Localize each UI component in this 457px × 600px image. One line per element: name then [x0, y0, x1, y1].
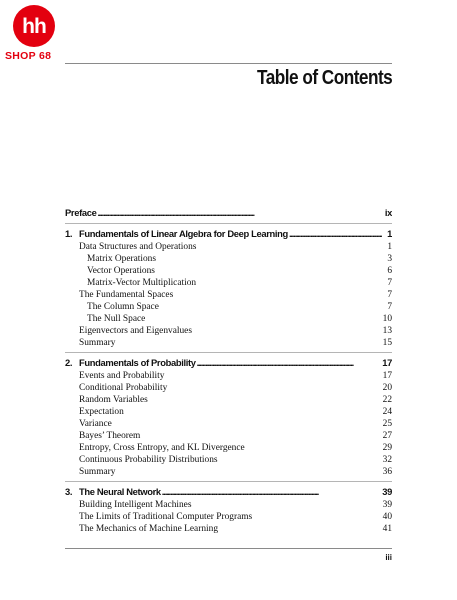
section-title: Bayes’ Theorem: [79, 431, 141, 441]
section-title: The Mechanics of Machine Learning: [79, 524, 219, 534]
section-title: The Column Space: [87, 302, 159, 312]
dot-leader: [197, 356, 378, 370]
page-number: 15: [382, 338, 392, 348]
toc-section[interactable]: [65, 406, 392, 418]
toc-section[interactable]: [65, 337, 392, 349]
toc-chapter-2[interactable]: [65, 356, 392, 370]
chapter-title: The Neural Network: [79, 486, 161, 497]
page-number: 20: [382, 383, 392, 393]
section-title: Events and Probability: [79, 371, 165, 381]
toc-section[interactable]: [65, 430, 392, 442]
page-title: Table of Contents: [256, 67, 392, 89]
toc-section[interactable]: [65, 499, 392, 511]
section-title: Random Variables: [79, 395, 148, 405]
chapter-number: 1.: [65, 228, 73, 239]
logo-badge: [13, 5, 55, 47]
toc-subsection[interactable]: [65, 265, 392, 277]
page-number: 7: [387, 302, 392, 312]
section-title: Variance: [79, 419, 112, 429]
footer-rule: [65, 548, 392, 549]
section-title: The Fundamental Spaces: [79, 290, 174, 300]
toc-subsection[interactable]: [65, 313, 392, 325]
folio-page-number: iii: [385, 553, 392, 562]
toc-section[interactable]: [65, 382, 392, 394]
section-divider: [65, 352, 392, 353]
dot-leader: [97, 206, 379, 220]
page-number: 17: [382, 371, 392, 381]
page-number: 6: [387, 266, 392, 276]
page-number: 36: [382, 467, 392, 477]
section-title: The Limits of Traditional Computer Programs: [79, 512, 253, 522]
toc-section[interactable]: [65, 394, 392, 406]
page-number: 32: [382, 455, 392, 465]
logo-mark: hh: [22, 14, 46, 38]
section-title: Vector Operations: [87, 266, 155, 276]
section-title: Matrix Operations: [87, 254, 156, 264]
section-title: Matrix-Vector Multiplication: [87, 278, 197, 288]
page-number: 24: [382, 407, 392, 417]
section-divider: [65, 223, 392, 224]
chapter-number: 2.: [65, 357, 73, 368]
toc-subsection[interactable]: [65, 253, 392, 265]
dot-leader: [289, 227, 382, 241]
toc-subsection[interactable]: [65, 301, 392, 313]
page-number: 41: [382, 524, 392, 534]
section-title: Expectation: [79, 407, 124, 417]
dot-leader: [162, 485, 378, 499]
page-number: 3: [387, 254, 392, 264]
section-title: Data Structures and Operations: [79, 242, 197, 252]
page-number: 1: [387, 242, 392, 252]
page-number: 22: [382, 395, 392, 405]
toc-section[interactable]: [65, 442, 392, 454]
table-of-contents: [65, 206, 392, 535]
toc-section[interactable]: [65, 325, 392, 337]
section-title: Summary: [79, 338, 116, 348]
page-number: ix: [384, 207, 392, 218]
section-title: The Null Space: [87, 314, 146, 324]
toc-subsection[interactable]: [65, 277, 392, 289]
toc-section[interactable]: [65, 466, 392, 478]
page-number: 10: [382, 314, 392, 324]
header-rule: [65, 63, 392, 64]
toc-entry-preface[interactable]: [65, 206, 392, 220]
page-number: 17: [382, 357, 392, 368]
toc-section[interactable]: [65, 418, 392, 430]
chapter-title: Fundamentals of Linear Algebra for Deep Learning: [79, 228, 288, 239]
toc-section[interactable]: [65, 511, 392, 523]
toc-section[interactable]: [65, 523, 392, 535]
preface-label: Preface: [65, 207, 97, 218]
page-number: 25: [382, 419, 392, 429]
section-title: Entropy, Cross Entropy, and KL Divergence: [79, 443, 245, 453]
page-number: 40: [382, 512, 392, 522]
chapter-number: 3.: [65, 486, 73, 497]
section-divider: [65, 481, 392, 482]
logo-text: SHOP 68: [5, 50, 52, 62]
toc-chapter-3[interactable]: [65, 485, 392, 499]
page-number: 7: [387, 290, 392, 300]
toc-section[interactable]: [65, 454, 392, 466]
page-number: 13: [382, 326, 392, 336]
page-number: 1: [387, 228, 392, 239]
page-number: 27: [382, 431, 392, 441]
section-title: Conditional Probability: [79, 383, 168, 393]
section-title: Eigenvectors and Eigenvalues: [79, 326, 192, 336]
toc-chapter-1[interactable]: [65, 227, 392, 241]
toc-section[interactable]: [65, 370, 392, 382]
section-title: Continuous Probability Distributions: [79, 455, 218, 465]
section-title: Summary: [79, 467, 116, 477]
chapter-title: Fundamentals of Probability: [79, 357, 196, 368]
page-number: 39: [382, 500, 392, 510]
toc-section[interactable]: [65, 241, 392, 253]
page-number: 39: [382, 486, 392, 497]
page-number: 29: [382, 443, 392, 453]
toc-section[interactable]: [65, 289, 392, 301]
page-number: 7: [387, 278, 392, 288]
section-title: Building Intelligent Machines: [79, 500, 192, 510]
shop-logo: [5, 5, 63, 62]
